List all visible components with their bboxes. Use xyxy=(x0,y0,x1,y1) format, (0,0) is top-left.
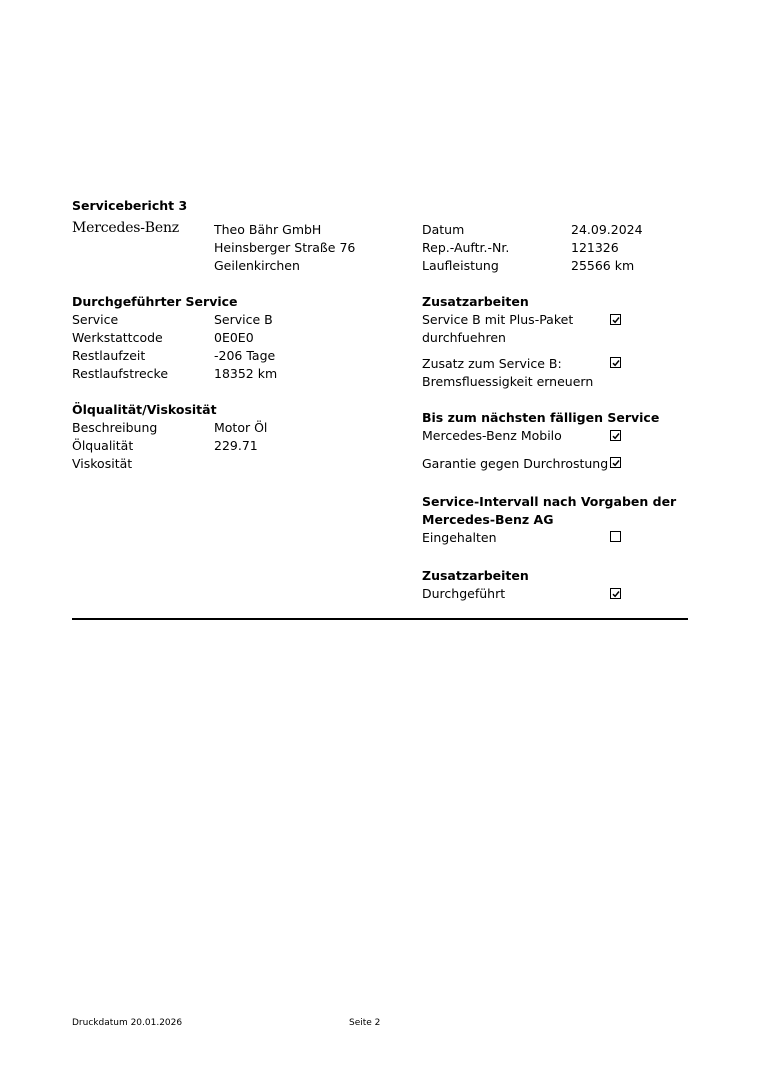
checkmark-icon xyxy=(612,316,620,324)
report-title: Servicebericht 3 xyxy=(72,198,188,213)
zusatz-heading: Zusatzarbeiten xyxy=(422,294,529,309)
service-row-value: Service B xyxy=(214,312,273,327)
footer-page-number: Seite 2 xyxy=(349,1018,381,1028)
laufleistung-label: Laufleistung xyxy=(422,258,499,273)
footer-druckdatum: Druckdatum 20.01.2026 xyxy=(72,1018,183,1028)
mobilo-label: Mercedes-Benz Mobilo xyxy=(422,428,562,443)
checkmark-icon xyxy=(612,359,620,367)
werkstattcode-value: 0E0E0 xyxy=(214,330,254,345)
brand-logo-text: Mercedes-Benz xyxy=(72,220,179,236)
auftrag-value: 121326 xyxy=(571,240,619,255)
beschreibung-label: Beschreibung xyxy=(72,420,158,435)
durchgefuehrt-label: Durchgeführt xyxy=(422,586,506,601)
zusatz2-heading: Zusatzarbeiten xyxy=(422,568,529,583)
interval-heading-line2: Mercedes-Benz AG xyxy=(422,512,554,527)
checkmark-icon xyxy=(612,590,620,598)
dealer-name: Theo Bähr GmbH xyxy=(214,222,322,237)
eingehalten-label: Eingehalten xyxy=(422,530,497,545)
checkmark-icon xyxy=(612,459,620,467)
laufleistung-value: 25566 km xyxy=(571,258,635,273)
zusatz-item1-line1: Service B mit Plus-Paket xyxy=(422,312,574,327)
zusatz-item2-line1: Zusatz zum Service B: xyxy=(422,356,562,371)
restlaufzeit-label: Restlaufzeit xyxy=(72,348,146,363)
oelqualitaet-label: Ölqualität xyxy=(72,438,134,453)
zusatz-item1-line2: durchfuehren xyxy=(422,330,506,345)
service-heading: Durchgeführter Service xyxy=(72,294,238,309)
eingehalten-checkbox[interactable] xyxy=(610,531,621,542)
mobilo-checkbox[interactable] xyxy=(610,430,621,441)
dealer-street: Heinsberger Straße 76 xyxy=(214,240,356,255)
oelqualitaet-value: 229.71 xyxy=(214,438,258,453)
beschreibung-value: Motor Öl xyxy=(214,420,268,435)
durchrostung-label: Garantie gegen Durchrostung xyxy=(422,456,609,471)
restlaufstrecke-value: 18352 km xyxy=(214,366,278,381)
zusatz-item2-line2: Bremsfluessigkeit erneuern xyxy=(422,374,594,389)
viskositaet-label: Viskosität xyxy=(72,456,133,471)
restlaufstrecke-label: Restlaufstrecke xyxy=(72,366,169,381)
service-row-label: Service xyxy=(72,312,119,327)
zusatz-item1-checkbox[interactable] xyxy=(610,314,621,325)
oil-heading: Ölqualität/Viskosität xyxy=(72,402,217,417)
interval-heading-line1: Service-Intervall nach Vorgaben der xyxy=(422,494,677,509)
restlaufzeit-value: -206 Tage xyxy=(214,348,276,363)
werkstattcode-label: Werkstattcode xyxy=(72,330,163,345)
auftrag-label: Rep.-Auftr.-Nr. xyxy=(422,240,510,255)
durchrostung-checkbox[interactable] xyxy=(610,457,621,468)
zusatz-item2-checkbox[interactable] xyxy=(610,357,621,368)
next-service-heading: Bis zum nächsten fälligen Service xyxy=(422,410,660,425)
checkmark-icon xyxy=(612,432,620,440)
datum-value: 24.09.2024 xyxy=(571,222,643,237)
section-divider xyxy=(72,618,688,620)
durchgefuehrt-checkbox[interactable] xyxy=(610,588,621,599)
datum-label: Datum xyxy=(422,222,465,237)
dealer-city: Geilenkirchen xyxy=(214,258,300,273)
